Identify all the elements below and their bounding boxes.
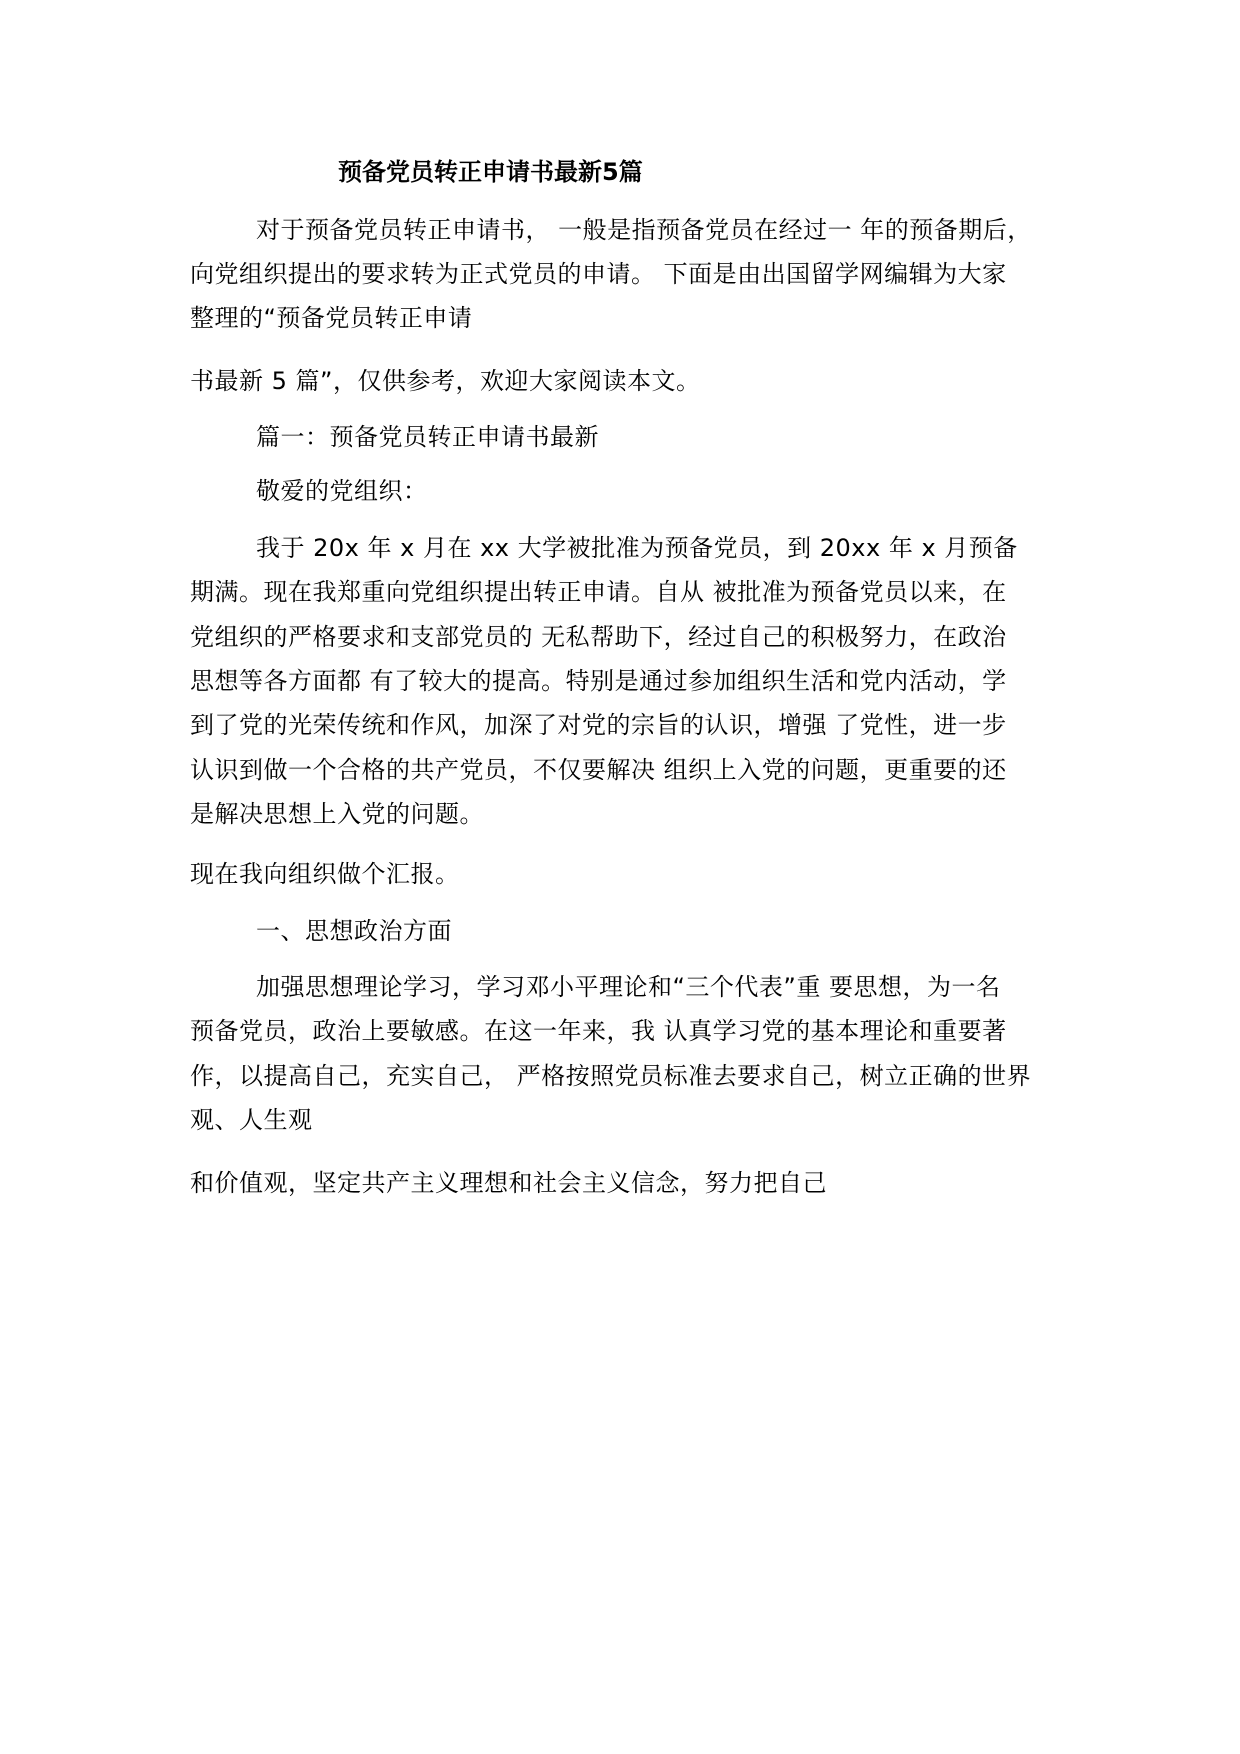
paragraph-line-5: 到了党的光荣传统和作风，加深了对党的宗旨的认识，增强 了党性，进一步 <box>190 711 1007 739</box>
paragraph-line-7: 是解决思想上入党的问题。 <box>190 800 484 828</box>
intro-line-4: 书最新 5 篇”，仅供参考，欢迎大家阅读本文。 <box>190 367 701 395</box>
intro-line-2: 向党组织提出的要求转为正式党员的申请。 下面是由出国留学网编辑为大家 <box>190 260 1007 288</box>
subheading-politics: 一、思想政治方面 <box>256 917 452 945</box>
paragraph-line-6: 认识到做一个合格的共产党员，不仅要解决 组织上入党的问题，更重要的还 <box>190 756 1007 784</box>
intro-line-3: 整理的“预备党员转正申请 <box>190 304 473 332</box>
politics-line-4: 观、人生观 <box>190 1106 313 1134</box>
report-line: 现在我向组织做个汇报。 <box>190 860 460 888</box>
paragraph-line-2: 期满。现在我郑重向党组织提出转正申请。自从 被批准为预备党员以来，在 <box>190 578 1007 606</box>
paragraph-line-3: 党组织的严格要求和支部党员的 无私帮助下，经过自己的积极努力，在政治 <box>190 623 1007 651</box>
intro-line-1: 对于预备党员转正申请书， 一般是指预备党员在经过一 年的预备期后， <box>256 216 1032 244</box>
paragraph-line-1: 我于 20x 年 x 月在 xx 大学被批准为预备党员，到 20xx 年 x 月预备 <box>256 534 1018 562</box>
salutation: 敬爱的党组织： <box>256 477 428 505</box>
politics-line-2: 预备党员，政治上要敏感。在这一年来，我 认真学习党的基本理论和重要著 <box>190 1017 1007 1045</box>
document-title: 预备党员转正申请书最新5篇 <box>338 158 643 186</box>
politics-line-1: 加强思想理论学习，学习邓小平理论和“三个代表”重 要思想，为一名 <box>256 973 1001 1001</box>
politics-line-5: 和价值观，坚定共产主义理想和社会主义信念，努力把自己 <box>190 1169 827 1197</box>
politics-line-3: 作，以提高自己，充实自己， 严格按照党员标准去要求自己，树立正确的世界 <box>190 1062 1032 1090</box>
paragraph-line-4: 思想等各方面都 有了较大的提高。特别是通过参加组织生活和党内活动，学 <box>190 667 1007 695</box>
section-heading: 篇一：预备党员转正申请书最新 <box>256 423 599 451</box>
